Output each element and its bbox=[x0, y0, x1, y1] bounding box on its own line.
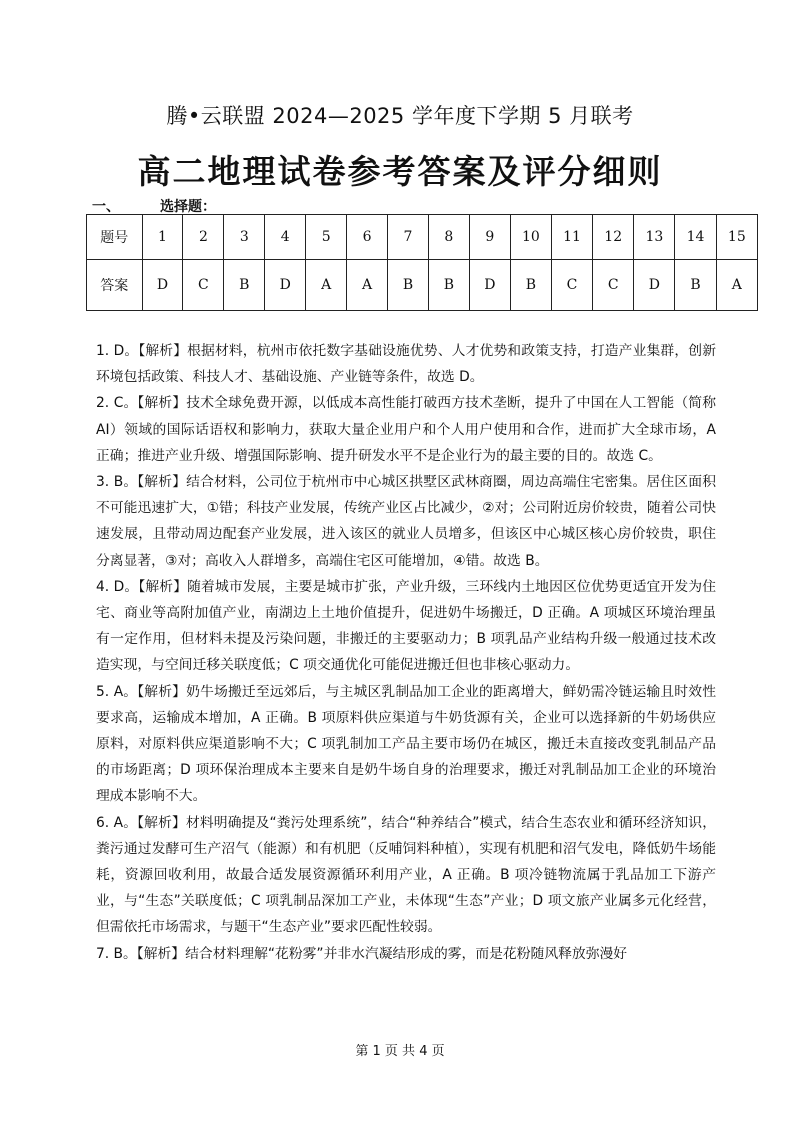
question-number-cell: 2 bbox=[183, 215, 224, 260]
question-number-cell: 9 bbox=[469, 215, 510, 260]
section-heading bbox=[92, 196, 216, 216]
answer-cell: A bbox=[306, 260, 347, 311]
answer-row bbox=[87, 260, 758, 311]
answer-cell: D bbox=[469, 260, 510, 311]
section-number: 一、 bbox=[92, 199, 120, 215]
explanation-paragraph: 1. D。【解析】根据材料，杭州市依托数字基础设施优势、人才优势和政策支持，打造产业集群，创新环境包括政策、科技人才、基础设施、产业链等条件，故选 D。 bbox=[96, 343, 716, 386]
row-label-answer: 答案 bbox=[87, 260, 143, 311]
answer-cell: B bbox=[224, 260, 265, 311]
answer-cell: D bbox=[634, 260, 675, 311]
row-label-question: 题号 bbox=[87, 215, 143, 260]
question-number-cell: 7 bbox=[388, 215, 429, 260]
explanation-paragraph: 5. A。【解析】奶牛场搬迁至远郊后，与主城区乳制品加工企业的距离增大，鲜奶需冷链运输且时效性要求高，运输成本增加，A 正确。B 项原料供应渠道与牛奶货源有关，企业可以选择新的牛奶场供应原料，对原料供应渠道影响不大；C 项乳制加工产品主要市场仍在城区，搬迁未直接改变乳制品产品的市场距离；D 项环保治理成本主要来自是奶牛场自身的治理要求，搬迁对乳制品加工企业的环境治理成本影响不大。 bbox=[96, 683, 716, 805]
explanation-paragraph: 2. C。【解析】技术全球免费开源，以低成本高性能打破西方技术垄断，提升了中国在人工智能（简称 AI）领域的国际话语权和影响力，获取大量企业用户和个人用户使用和合作，进而扩大全球市场，A 正确；推进产业升级、增强国际影响、提升研发水平不是企业行为的最主要的目的。故选 C。 bbox=[96, 395, 716, 464]
question-number-cell: 14 bbox=[675, 215, 716, 260]
question-number-cell: 13 bbox=[634, 215, 675, 260]
explanation-paragraph: 7. B。【解析】结合材料理解“花粉雾”并非水汽凝结形成的雾，而是花粉随风释放弥漫好 bbox=[96, 945, 628, 962]
answer-table bbox=[86, 214, 758, 311]
question-number-row bbox=[87, 215, 758, 260]
question-number-cell: 5 bbox=[306, 215, 347, 260]
answer-cell: A bbox=[716, 260, 757, 311]
answer-cell: C bbox=[551, 260, 592, 311]
answer-cell: B bbox=[510, 260, 551, 311]
explanation-paragraph: 3. B。【解析】结合材料，公司位于杭州市中心城区拱墅区武林商圈，周边高端住宅密集。居住区面积不可能迅速扩大，①错；科技产业发展，传统产业区占比减少，②对；公司附近房价较贵，随着公司快速发展，且带动周边配套产业发展，进入该区的就业人员增多，但该区中心城区核心房价较贵，职住分离显著，③对；高收入人群增多，高端住宅区可能增加，④错。故选 B。 bbox=[96, 474, 716, 569]
answer-cell: B bbox=[675, 260, 716, 311]
question-number-cell: 12 bbox=[593, 215, 634, 260]
answer-cell: B bbox=[428, 260, 469, 311]
question-number-cell: 15 bbox=[716, 215, 757, 260]
explanation-paragraph: 6. A。【解析】材料明确提及“粪污处理系统”，结合“种养结合”模式，结合生态农业和循环经济知识，粪污通过发酵可生产沼气（能源）和有机肥（反哺饲料种植），实现有机肥和沼气发电，降低奶牛场能耗，资源回收利用，故最合适发展资源循环利用产业，A 正确。B 项冷链物流属于乳品加工下游产业，与“生态”关联度低；C 项乳制品深加工产业，未体现“生态”产业；D 项文旅产业属多元化经营，但需依托市场需求，与题干“生态产业”要求匹配性较弱。 bbox=[96, 814, 716, 936]
question-number-cell: 3 bbox=[224, 215, 265, 260]
page-title: 高二地理试卷参考答案及评分细则 bbox=[137, 152, 663, 191]
answer-cell: C bbox=[183, 260, 224, 311]
question-number-cell: 6 bbox=[347, 215, 388, 260]
page-number: 第 1 页 共 4 页 bbox=[355, 1044, 445, 1059]
explanation-paragraph: 4. D。【解析】随着城市发展，主要是城市扩张，产业升级，三环线内土地因区位优势更适宜开发为住宅、商业等高附加值产业，南湖边上土地价值提升，促进奶牛场搬迁，D 正确。A 项城区环境治理虽有一定作用，但材料未提及污染问题，非搬迁的主要驱动力；B 项乳品产业结构升级一般通过技术改造实现，与空间迁移关联度低；C 项交通优化可能促进搬迁但也非核心驱动力。 bbox=[96, 578, 716, 674]
question-number-cell: 1 bbox=[142, 215, 183, 260]
question-number-cell: 11 bbox=[551, 215, 592, 260]
answer-cell: A bbox=[347, 260, 388, 311]
answer-cell: C bbox=[593, 260, 634, 311]
answer-cell: D bbox=[142, 260, 183, 311]
section-label: 选择题： bbox=[160, 199, 216, 215]
answer-cell: D bbox=[265, 260, 306, 311]
question-number-cell: 10 bbox=[510, 215, 551, 260]
question-number-cell: 4 bbox=[265, 215, 306, 260]
explanations bbox=[96, 338, 716, 967]
question-number-cell: 8 bbox=[428, 215, 469, 260]
exam-subtitle: 腾•云联盟 2024—2025 学年度下学期 5 月联考 bbox=[166, 104, 634, 128]
answer-cell: B bbox=[388, 260, 429, 311]
